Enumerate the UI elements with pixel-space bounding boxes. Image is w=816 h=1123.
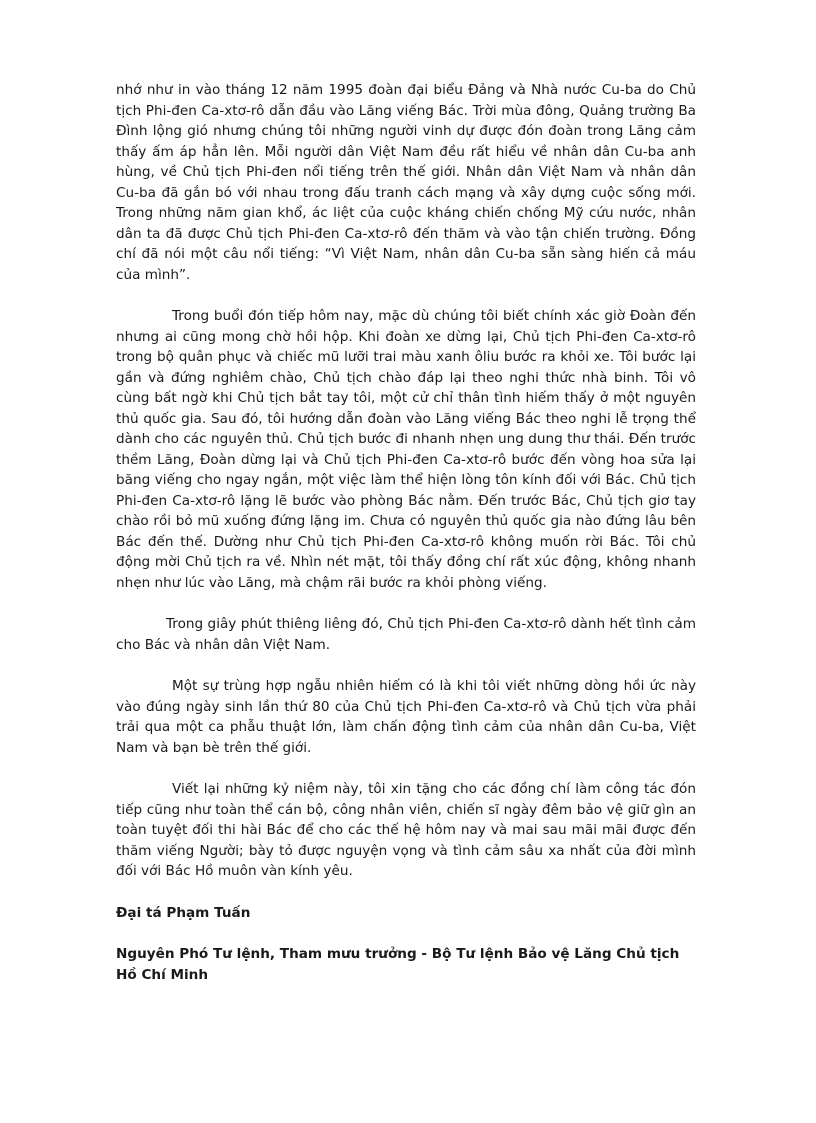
author-name: Đại tá Phạm Tuấn <box>116 904 251 921</box>
author-position: Nguyên Phó Tư lệnh, Tham mưu trưởng - Bộ Tư lệnh Bảo vệ Lăng Chủ tịch Hồ Chí Minh <box>116 946 680 983</box>
paragraph-1: nhớ như in vào tháng 12 năm 1995 đoàn đại biểu Đảng và Nhà nước Cu-ba do Chủ tịch Phi-đen Ca-xtơ-rô dẫn đầu vào Lăng viếng Bác. Trời mùa đông, Quảng trường Ba Đình lộng gió nhưng chúng tôi những người vinh dự được đón đoàn trong Lăng cảm thấy ấm áp hẳn lên. Mỗi người dân Việt Nam đều rất hiểu về nhân dân Cu-ba anh hùng, về Chủ tịch Phi-đen nổi tiếng trên thế giới. Nhân dân Việt Nam và nhân dân Cu-ba đã gắn bó với nhau trong đấu tranh cách mạng và xây dựng cuộc sống mới. Trong những năm gian khổ, ác liệt của cuộc kháng chiến chống Mỹ cứu nước, nhân dân ta đã được Chủ tịch Phi-đen Ca-xtơ-rô đến thăm và vào tận chiến trường. Đồng chí đã nói một câu nổi tiếng: “Vì Việt Nam, nhân dân Cu-ba sẵn sàng hiến cả máu của mình”. <box>116 82 696 283</box>
paragraph-4: Một sự trùng hợp ngẫu nhiên hiếm có là khi tôi viết những dòng hồi ức này vào đúng ngày sinh lần thứ 80 của Chủ tịch Phi-đen Ca-xtơ-rô và Chủ tịch vừa phải trải qua một ca phẫu thuật lớn, làm chấn động tình cảm của nhân dân Cu-ba, Việt Nam và bạn bè trên thế giới. <box>116 678 696 756</box>
paragraph-5: Viết lại những kỷ niệm này, tôi xin tặng cho các đồng chí làm công tác đón tiếp cũng như toàn thể cán bộ, công nhân viên, chiến sĩ ngày đêm bảo vệ giữ gìn an toàn tuyệt đối thi hài Bác để cho các thế hệ hôm nay và mai sau mãi mãi được đến thăm viếng Người; bày tỏ được nguyện vọng và tình cảm sâu xa nhất của đời mình đối với Bác Hồ muôn vàn kính yêu. <box>116 781 696 879</box>
document-page <box>116 80 696 1006</box>
paragraph-2: Trong buổi đón tiếp hôm nay, mặc dù chúng tôi biết chính xác giờ Đoàn đến nhưng ai cũng mong chờ hồi hộp. Khi đoàn xe dừng lại, Chủ tịch Phi-đen Ca-xtơ-rô trong bộ quân phục và chiếc mũ lưỡi trai màu xanh ôliu bước ra khỏi xe. Tôi bước lại gần và đứng nghiêm chào, Chủ tịch chào đáp lại theo nghi thức nhà binh. Tôi vô cùng bất ngờ khi Chủ tịch bắt tay tôi, một cử chỉ thân tình hiếm thấy ở một nguyên thủ quốc gia. Sau đó, tôi hướng dẫn đoàn vào Lăng viếng Bác theo nghi lễ trọng thể dành cho các nguyên thủ. Chủ tịch bước đi nhanh nhẹn ung dung thư thái. Đến trước thềm Lăng, Đoàn dừng lại và Chủ tịch Phi-đen Ca-xtơ-rô bước đến vòng hoa sửa lại băng viếng cho ngay ngắn, một việc làm thể hiện lòng tôn kính đối với Bác. Chủ tịch Phi-đen Ca-xtơ-rô lặng lẽ bước vào phòng Bác nằm. Đến trước Bác, Chủ tịch giơ tay chào rồi bỏ mũ xuống đứng lặng im. Chưa có nguyên thủ quốc gia nào đứng lâu bên Bác đến thế. Dường như Chủ tịch Phi-đen Ca-xtơ-rô không muốn rời Bác. Tôi chủ động mời Chủ tịch ra về. Nhìn nét mặt, tôi thấy đồng chí rất xúc động, không nhanh nhẹn như lúc vào Lăng, mà chậm rãi bước ra khỏi phòng viếng. <box>116 308 696 591</box>
paragraph-3: Trong giây phút thiêng liêng đó, Chủ tịch Phi-đen Ca-xtơ-rô dành hết tình cảm cho Bác và nhân dân Việt Nam. <box>116 616 696 653</box>
